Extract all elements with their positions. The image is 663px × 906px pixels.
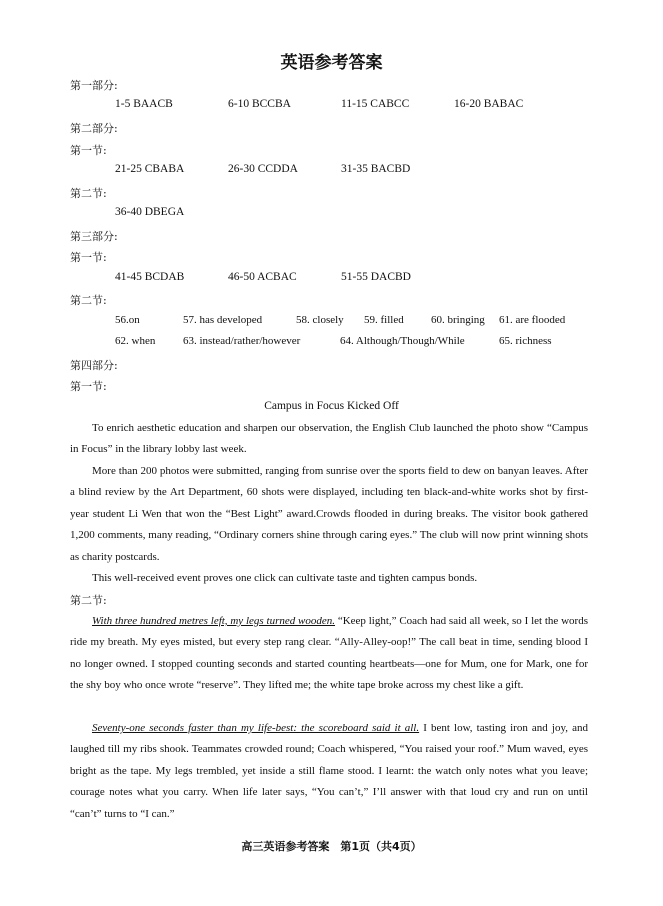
paragraph-body: “Keep light,” Coach had said all week, so I let the words ride my breath. My eyes misted, but every step rang clear. “Ally-Alley-oop!” The call beat in time, sending blood I no longer owned. I stopped counting seconds and started counting heartbeats—one for Mum, one for Mark, one for the shy boy who once wrote “reserve”. They lifted me; the white tape broke across my chest like a gift. bbox=[70, 615, 589, 692]
answer-group: 21-25 CBABA bbox=[115, 163, 185, 175]
cloze-answer: 59. filled bbox=[364, 314, 404, 326]
essay1-paragraph: More than 200 photos were submitted, ranging from sunrise over the sports field to dew on banyan leaves. After a blind review by the Art Department, 60 shots were displayed, including ten black-and-white works shot by first-year student Li Wen that won the “Best Light” award.Crowds flooded in during breaks. The visitor book gathered 1,200 comments, many reading, “Ordinary corners shine through caring eyes.” The club will now print winning shots as charity postcards. bbox=[70, 465, 588, 563]
section-label-part3: 第三部分: bbox=[70, 230, 118, 243]
section-label-part2-s2: 第二节: bbox=[70, 187, 107, 200]
answer-group: 1-5 BAACB bbox=[115, 98, 173, 110]
opening-sentence: Seventy-one seconds faster than my life-best: the scoreboard said it all. bbox=[92, 722, 420, 734]
answer-group: 11-15 CABCC bbox=[341, 98, 410, 110]
section-label-part4: 第四部分: bbox=[70, 359, 118, 372]
essay1-paragraph: To enrich aesthetic education and sharpen our observation, the English Club launched the photo show “Campus in Focus” in the library lobby last week. bbox=[70, 422, 588, 456]
answer-group: 6-10 BCCBA bbox=[228, 98, 291, 110]
cloze-answer: 65. richness bbox=[499, 335, 552, 347]
cloze-answer: 58. closely bbox=[296, 314, 344, 326]
essay2-paragraph-2 bbox=[70, 718, 588, 825]
cloze-answer: 63. instead/rather/however bbox=[183, 335, 301, 347]
section-label-part2-s1: 第一节: bbox=[70, 144, 107, 157]
page-title: 英语参考答案 bbox=[280, 53, 383, 73]
section-label-part2: 第二部分: bbox=[70, 122, 118, 135]
cloze-answer: 61. are flooded bbox=[499, 314, 566, 326]
section-label-part1: 第一部分: bbox=[70, 79, 118, 92]
cloze-answer: 56.on bbox=[115, 314, 140, 326]
opening-sentence: With three hundred metres left, my legs turned wooden. bbox=[92, 615, 336, 627]
answer-group: 16-20 BABAC bbox=[454, 98, 524, 110]
answer-group: 41-45 BCDAB bbox=[115, 271, 185, 283]
section-label-part4-s1: 第一节: bbox=[70, 380, 107, 393]
section-label-part4-s2: 第二节: bbox=[70, 594, 107, 607]
page-footer: 高三英语参考答案 第1页（共4页） bbox=[241, 840, 422, 853]
answer-group: 36-40 DBEGA bbox=[115, 206, 185, 218]
paragraph-body: I bent low, tasting iron and joy, and laughed till my ribs shook. Teammates crowded round; Coach whispered, “You raised your roof.” Mum waved, eyes bright as the tape. My legs trembled, yet inside a still flame stood. I learnt: the watch only notes what you leave; courage notes what you carry. When life later says, “You can’t,” I’ll answer with that loud cry and run on until “can’t” turns to “I can.” bbox=[70, 722, 588, 820]
essay-title: Campus in Focus Kicked Off bbox=[264, 400, 399, 412]
essay2-paragraph-1 bbox=[70, 611, 588, 697]
cloze-answer: 62. when bbox=[115, 335, 156, 347]
section-label-part3-s1: 第一节: bbox=[70, 251, 107, 264]
section-label-part3-s2: 第二节: bbox=[70, 294, 107, 307]
answer-group: 51-55 DACBD bbox=[341, 271, 411, 283]
cloze-answer: 57. has developed bbox=[183, 314, 263, 326]
answer-group: 31-35 BACBD bbox=[341, 163, 411, 175]
essay1-paragraph: This well-received event proves one click can cultivate taste and tighten campus bonds. bbox=[92, 572, 478, 584]
answer-group: 46-50 ACBAC bbox=[228, 271, 297, 283]
cloze-answer: 64. Although/Though/While bbox=[340, 335, 465, 347]
cloze-answer: 60. bringing bbox=[431, 314, 485, 326]
answer-group: 26-30 CCDDA bbox=[228, 163, 298, 175]
